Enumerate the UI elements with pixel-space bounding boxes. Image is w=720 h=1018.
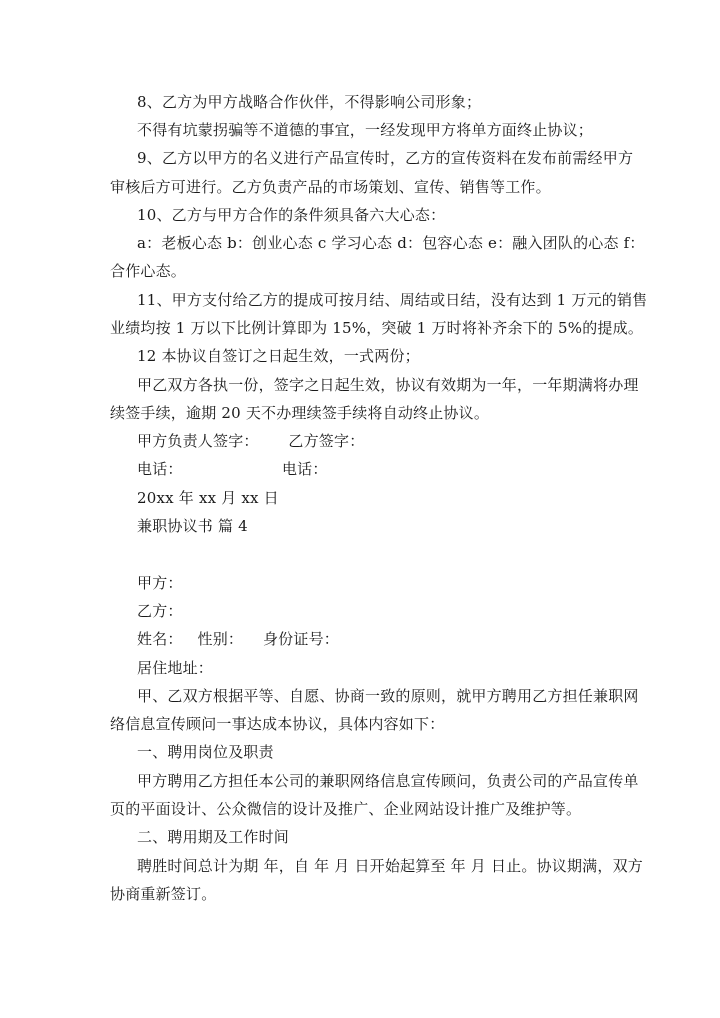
party-b-line: 乙方： xyxy=(137,602,183,620)
clause-10-mindsets: a：老板心态 b：创业心态 c 学习心态 d：包容心态 e：融入团队的心态 f： xyxy=(137,234,645,252)
party-a-line: 甲方： xyxy=(137,574,183,592)
term-text: 聘胜时间总计为期 年，自 年 月 日开始起算至 年 月 日止。协议期满，双方 xyxy=(137,857,643,875)
clause-12: 12 本协议自签订之日起生效，一式两份； xyxy=(137,347,420,365)
clause-9-continued: 审核后方可进行。乙方负责产品的市场策划、宣传、销售等工作。 xyxy=(110,178,551,196)
phone-line: 电话： 电话： xyxy=(137,460,328,478)
identity-line: 姓名： 性别： 身份证号： xyxy=(137,630,339,648)
section-heading: 兼职协议书 篇 4 xyxy=(137,517,248,535)
heading-term-hours: 二、聘用期及工作时间 xyxy=(137,828,290,846)
clause-10: 10、乙方与甲方合作的条件须具备六大心态： xyxy=(137,206,446,224)
clause-9: 9、乙方以甲方的名义进行产品宣传时，乙方的宣传资料在发布前需经甲方 xyxy=(137,149,634,167)
clause-10-mindsets-end: 合作心态。 xyxy=(110,262,187,280)
duties-text-continued: 页的平面设计、公众微信的设计及推广、企业网站设计推广及维护等。 xyxy=(110,800,582,818)
signature-line: 甲方负责人签字： 乙方签字： xyxy=(137,432,365,450)
clause-8-continued: 不得有坑蒙拐骗等不道德的事宜，一经发现甲方将单方面终止协议； xyxy=(137,121,594,139)
preamble-continued: 络信息宣传顾问一事达成本协议，具体内容如下： xyxy=(110,715,445,733)
preamble: 甲、乙双方根据平等、自愿、协商一致的原则，就甲方聘用乙方担任兼职网 xyxy=(137,687,639,705)
clause-12-validity-end: 续签手续，逾期 20 天不办理续签手续将自动终止协议。 xyxy=(110,404,490,422)
duties-text: 甲方聘用乙方担任本公司的兼职网络信息宣传顾问，负责公司的产品宣传单 xyxy=(137,772,639,790)
address-line: 居住地址： xyxy=(137,659,214,677)
heading-position-duties: 一、聘用岗位及职责 xyxy=(137,743,274,761)
clause-11: 11、甲方支付给乙方的提成可按月结、周结或日结，没有达到 1 万元的销售 xyxy=(137,291,648,309)
clause-8: 8、乙方为甲方战略合作伙伴，不得影响公司形象； xyxy=(137,93,482,111)
date-line: 20xx 年 xx 月 xx 日 xyxy=(137,489,279,507)
clause-11-continued: 业绩均按 1 万以下比例计算即为 15%，突破 1 万时将补齐余下的 5%的提成。 xyxy=(110,319,644,337)
term-text-continued: 协商重新签订。 xyxy=(110,885,217,903)
clause-12-validity: 甲乙双方各执一份，签字之日起生效，协议有效期为一年，一年期满将办理 xyxy=(137,376,639,394)
